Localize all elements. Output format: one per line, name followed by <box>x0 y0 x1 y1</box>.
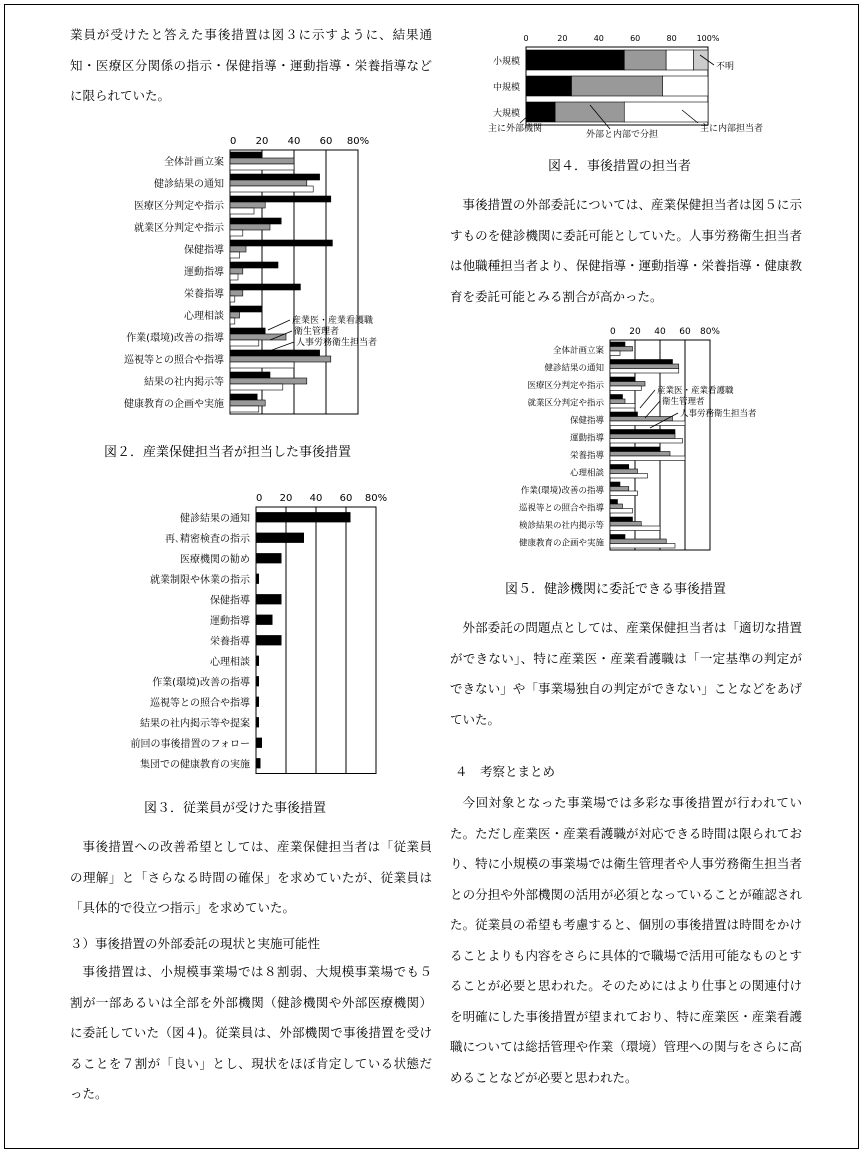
stack-segment-3 <box>693 50 708 70</box>
bar <box>256 738 262 748</box>
category-label: 保健指導 <box>210 595 250 607</box>
category-label: 作業(環境)改善の指導 <box>126 333 224 344</box>
bar-2 <box>230 318 235 324</box>
category-label: 栄養指導 <box>184 289 224 300</box>
figure-2-chart <box>60 128 440 428</box>
category-label: 就業制限や休業の指示 <box>150 574 250 586</box>
category-label: 運動指導 <box>184 267 224 278</box>
bar-0 <box>230 240 332 246</box>
stack-segment-0 <box>526 76 572 96</box>
stack-segment-1 <box>624 50 666 70</box>
section-heading-3: ３）事後措置の外部委託の現状と実施可能性 <box>70 936 321 951</box>
right-para-1: 事後措置の外部委託については、産業保健担当者は図５に示すものを健診機関に委託可能としていた。人事労務衛生担当者は他職種担当者より、保健指導・運動指導・栄養指導・健康教育を委託可能とみる割合が高かった。 <box>450 197 802 304</box>
category-label: 作業(環境)改善の指導 <box>152 677 250 689</box>
bar-1 <box>610 434 675 439</box>
x-tick-label: 20 <box>557 34 568 43</box>
bar-1 <box>230 268 243 274</box>
bar-2 <box>610 509 633 514</box>
x-tick-label: 0 <box>230 136 237 147</box>
bar-0 <box>610 360 673 365</box>
figure-3-chart <box>60 485 440 780</box>
bar <box>256 758 261 768</box>
figure-2-caption: 図２．産業保健担当者が担当した事後措置 <box>104 445 352 460</box>
x-tick-label: 80 <box>666 34 677 43</box>
annotation-label: 主に内部担当者 <box>700 124 764 134</box>
bar-1 <box>610 417 673 422</box>
annotation-label: 不明 <box>716 62 735 72</box>
x-tick-label: 60 <box>319 136 333 147</box>
x-tick-label: 80% <box>364 493 388 504</box>
category-label: 健診結果の通知 <box>154 179 224 190</box>
stack-segment-2 <box>624 102 708 122</box>
x-tick-label: 80% <box>699 327 721 337</box>
category-label: 巡視等との照合や指導 <box>518 503 604 514</box>
bar <box>256 635 282 645</box>
bar-1 <box>610 469 638 474</box>
section-heading-4: ４ 考察とまとめ <box>455 764 556 779</box>
stack-segment-1 <box>555 102 624 122</box>
x-tick-label: 40 <box>593 34 604 43</box>
category-label: 医療区分判定や指示 <box>527 380 604 391</box>
bar-0 <box>230 328 265 334</box>
bar-2 <box>230 230 243 236</box>
category-label: 巡視等との照合や指導 <box>150 697 250 709</box>
bar-1 <box>230 378 307 384</box>
category-label: 再､精密検査の指示 <box>165 533 250 545</box>
bar-2 <box>610 544 675 549</box>
category-label: 心理相談 <box>569 468 604 479</box>
bar <box>256 533 304 543</box>
bar-0 <box>610 517 633 522</box>
x-tick-label: 60 <box>630 34 641 43</box>
legend-label: 人事労務衛生担当者 <box>680 409 757 419</box>
legend-label: 衛生管理者 <box>294 327 340 337</box>
bar <box>256 615 273 625</box>
bar-2 <box>230 208 254 214</box>
bar-0 <box>230 196 331 202</box>
category-label: 結果の社内掲示等 <box>144 377 224 388</box>
bar-1 <box>230 158 294 164</box>
bar-0 <box>610 500 618 505</box>
bar-2 <box>610 439 683 444</box>
bar <box>256 512 351 522</box>
x-tick-label: 80% <box>346 136 370 147</box>
category-label: 就業区分判定や指示 <box>527 398 604 409</box>
bar-2 <box>230 406 259 412</box>
bar-0 <box>230 152 262 158</box>
bar <box>256 553 282 563</box>
bar-1 <box>230 400 265 406</box>
category-label: 集団での健康教育の実施 <box>140 759 250 771</box>
x-tick-label: 40 <box>654 327 666 337</box>
bar-1 <box>610 347 633 352</box>
bar-1 <box>230 202 265 208</box>
bar-0 <box>230 262 278 268</box>
legend-label: 人事労務衛生担当者 <box>296 338 378 348</box>
x-tick-label: 20 <box>255 136 269 147</box>
x-tick-label: 20 <box>279 493 293 504</box>
category-label: 栄養指導 <box>210 636 250 648</box>
category-label: 健診結果の通知 <box>544 363 604 374</box>
bar-2 <box>230 252 240 258</box>
figure-4-caption: 図４．事後措置の担当者 <box>548 159 692 174</box>
bar-1 <box>610 487 629 492</box>
category-label: 大規模 <box>492 109 520 119</box>
x-tick-label: 40 <box>287 136 301 147</box>
category-label: 前回の事後措置のフォロー <box>130 738 250 750</box>
bar-0 <box>230 306 262 312</box>
category-label: 全体計画立案 <box>164 157 224 168</box>
category-label: 小規模 <box>492 57 520 67</box>
bar-2 <box>610 386 641 391</box>
figure-3-caption: 図３．従業員が受けた事後措置 <box>144 801 327 816</box>
bar-0 <box>610 447 660 452</box>
bar-1 <box>610 382 645 387</box>
category-label: 心理相談 <box>184 311 224 322</box>
bar <box>256 574 259 584</box>
x-tick-label: 60 <box>679 327 691 337</box>
bar <box>256 697 259 707</box>
category-label: 就業区分判定や指示 <box>134 223 224 234</box>
bar-2 <box>610 456 685 461</box>
bar-2 <box>230 340 259 346</box>
category-label: 栄養指導 <box>569 450 604 461</box>
bar-0 <box>230 372 270 378</box>
bar-2 <box>610 474 648 479</box>
legend-label: 産業医・産業看護職 <box>292 316 374 326</box>
bar-1 <box>230 180 307 186</box>
bar-0 <box>230 218 281 224</box>
bar-2 <box>610 369 679 374</box>
x-tick-label: 20 <box>629 327 641 337</box>
bar-2 <box>610 351 620 356</box>
annotation-label: 外部と内部で分担 <box>586 130 659 140</box>
stack-segment-2 <box>666 50 693 70</box>
bar-1 <box>610 452 670 457</box>
category-label: 巡視等との照合や指導 <box>124 355 224 366</box>
bar <box>256 717 259 727</box>
bar <box>256 676 259 686</box>
left-para-3: 事後措置は、小規模事業場では８割弱、大規模事業場でも５割が一部あるいは全部を外部機関（健診機関や外部医療機関）に委託していた（図４)。従業員は、外部機関で事後措置を受けることを７割が「良い」とし、現状をほぼ肯定している状態だった。 <box>70 964 432 1101</box>
bar-0 <box>610 482 620 487</box>
bar-1 <box>610 539 666 544</box>
bar-2 <box>230 296 235 302</box>
category-label: 結果の社内掲示等や提案 <box>140 718 250 730</box>
bar-1 <box>610 399 625 404</box>
stack-segment-0 <box>526 50 624 70</box>
x-tick-label: 60 <box>339 493 353 504</box>
category-label: 健康教育の企画や実施 <box>124 399 224 410</box>
right-para-3: 今回対象となった事業場では多彩な事後措置が行われていた。ただし産業医・産業看護職が対応できる時間は限られており、特に小規模の事業場では衛生管理者や人事労務衛生担当者との分担や外部機関の活用が必須となっていることが確認された。従業員の希望も考慮すると、個別の事後措置は時間をかけることよりも内容をさらに具体的で職場で活用可能なものとすることが必要と思われた。そのためにはより仕事との関連付けを明確にした事後措置が望まれており、特に産業医・産業看護職については総括管理や作業（環境）管理への関与をさらに高めることなどが必要と思われた。 <box>450 795 802 1085</box>
category-label: 全体計画立案 <box>552 345 604 356</box>
figure-5-chart <box>460 318 800 568</box>
stack-segment-2 <box>663 76 709 96</box>
category-label: 健康教育の企画や実施 <box>518 538 604 549</box>
bar-1 <box>610 522 641 527</box>
stack-segment-0 <box>526 102 555 122</box>
x-tick-label: 0 <box>256 493 263 504</box>
bar-1 <box>610 364 679 369</box>
bar-1 <box>230 224 270 230</box>
bar-2 <box>230 186 313 192</box>
bar <box>256 594 282 604</box>
annotation-label: 主に外部機関 <box>488 124 543 134</box>
legend-leader <box>272 342 294 350</box>
bar-1 <box>230 290 243 296</box>
bar-0 <box>230 284 300 290</box>
x-tick-label: 40 <box>309 493 323 504</box>
bar-2 <box>610 491 638 496</box>
stack-segment-1 <box>572 76 663 96</box>
bar-0 <box>610 412 638 417</box>
category-label: 作業(環境)改善の指導 <box>520 485 604 496</box>
bar-0 <box>610 465 629 470</box>
category-label: 中規模 <box>492 83 520 93</box>
category-label: 医療機関の勧め <box>180 554 250 566</box>
legend-label: 衛生管理者 <box>662 397 705 407</box>
bar-2 <box>610 526 660 531</box>
bar-0 <box>230 350 320 356</box>
bar-1 <box>230 246 246 252</box>
bar-0 <box>230 394 257 400</box>
category-label: 心理相談 <box>210 656 250 668</box>
bar-2 <box>610 421 685 426</box>
x-tick-label: 0 <box>523 34 529 43</box>
category-label: 検診結果の社内掲示等 <box>518 520 604 531</box>
legend-leader <box>268 320 290 330</box>
figure-5-caption: 図５．健診機関に委託できる事後措置 <box>505 582 727 597</box>
category-label: 運動指導 <box>569 433 604 444</box>
bar-0 <box>610 395 623 400</box>
legend-leader <box>640 390 655 408</box>
bar-0 <box>610 430 675 435</box>
bar-1 <box>230 356 331 362</box>
bar-1 <box>610 504 623 509</box>
bar <box>256 656 259 666</box>
category-label: 保健指導 <box>184 245 224 256</box>
category-label: 保健指導 <box>569 415 604 426</box>
bar-0 <box>610 535 625 540</box>
bar-0 <box>610 342 625 347</box>
bar-2 <box>230 362 294 368</box>
figure-4-chart <box>460 25 800 145</box>
bar-0 <box>610 377 635 382</box>
bar-0 <box>230 174 320 180</box>
bar-1 <box>230 312 240 318</box>
x-tick-label: 100% <box>696 34 720 43</box>
legend-label: 産業医・産業看護職 <box>657 386 734 396</box>
category-label: 運動指導 <box>210 615 250 627</box>
bar-2 <box>230 384 283 390</box>
category-label: 健診結果の通知 <box>180 513 250 525</box>
bar-2 <box>610 404 635 409</box>
x-tick-label: 0 <box>610 327 616 337</box>
left-para-2: 事後措置への改善希望としては、産業保健担当者は「従業員の理解」と「さらなる時間の確保」を求めていたが、従業員は「具体的で役立つ指示」を求めていた。 <box>70 839 432 915</box>
left-para-1: 業員が受けたと答えた事後措置は図３に示すように、結果通知・医療区分関係の指示・保健指導・運動指導・栄養指導などに限られていた。 <box>70 27 432 103</box>
legend-leader <box>645 401 660 418</box>
bar-2 <box>230 274 238 280</box>
right-para-2: 外部委託の問題点としては、産業保健担当者は「適切な措置ができない」、特に産業医・産業看護職は「一定基準の判定ができない」や「事業場独自の判定ができない」ことなどをあげていた。 <box>450 620 802 727</box>
bar-2 <box>230 164 294 170</box>
category-label: 医療区分判定や指示 <box>134 201 224 212</box>
